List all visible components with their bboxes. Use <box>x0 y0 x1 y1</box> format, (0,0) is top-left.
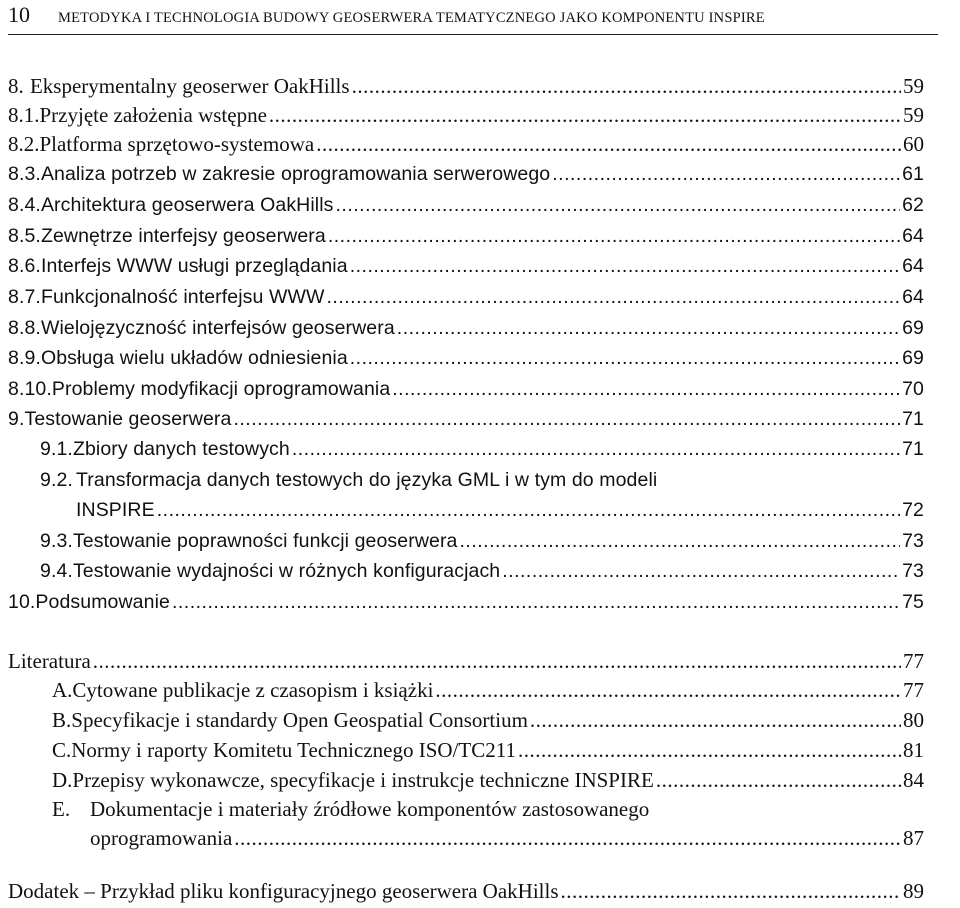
toc-title: Specyfikacje i standardy Open Geospatial Consortium <box>71 708 528 732</box>
toc-number: 8.7. <box>8 286 41 308</box>
toc-page: 73 <box>902 530 924 552</box>
toc-entry-line-2[interactable] <box>76 497 924 523</box>
toc-title: Analiza potrzeb w zakresie oprogramowania serwerowego <box>40 163 551 185</box>
toc-number: 9.2. <box>40 469 73 491</box>
toc-entry[interactable] <box>52 677 924 703</box>
toc-title: Przyjęte założenia wstępne <box>39 103 267 127</box>
dot-leader <box>292 436 900 462</box>
toc-number: C. <box>52 738 72 762</box>
toc-page: 59 <box>903 74 924 98</box>
toc-page: 80 <box>903 708 924 732</box>
toc-title: Platforma sprzętowo-systemowa <box>39 132 315 156</box>
toc-page: 77 <box>903 649 924 673</box>
toc-page: 72 <box>902 499 924 521</box>
dot-leader <box>327 284 901 310</box>
toc-entry[interactable] <box>8 376 924 402</box>
toc-page: 64 <box>902 225 924 247</box>
toc-number: 8.9. <box>8 347 41 369</box>
toc-number: B. <box>52 708 72 732</box>
toc-number: 8.6. <box>8 255 41 277</box>
dot-leader <box>530 707 901 733</box>
dot-leader <box>397 315 900 341</box>
dot-leader <box>172 589 900 615</box>
dot-leader <box>561 878 901 904</box>
toc-entry[interactable] <box>40 558 924 584</box>
toc-entry[interactable] <box>8 131 924 157</box>
toc-page: 69 <box>902 347 924 369</box>
toc-title: Wielojęzyczność interfejsów geoserwera <box>40 317 395 339</box>
toc-number: 8.10. <box>8 378 52 400</box>
dot-leader <box>233 406 900 432</box>
dot-leader <box>328 223 900 249</box>
toc-entry[interactable] <box>52 767 924 793</box>
toc-title: Podsumowanie <box>35 591 170 613</box>
dot-leader <box>656 767 901 793</box>
toc-title: Problemy modyfikacji oprogramowania <box>51 378 391 400</box>
toc-entry-line-1[interactable] <box>52 796 649 822</box>
toc-number: 8.3. <box>8 163 41 185</box>
toc-page: 89 <box>903 879 924 903</box>
toc-page: 81 <box>903 738 924 762</box>
dot-leader <box>352 73 901 99</box>
dot-leader <box>316 131 901 157</box>
toc-entry[interactable] <box>8 253 924 279</box>
toc-page: 59 <box>903 103 924 127</box>
toc-page: 77 <box>903 678 924 702</box>
toc-number: A. <box>52 678 73 702</box>
dot-leader <box>157 497 900 523</box>
toc-entry[interactable] <box>40 436 924 462</box>
dot-leader <box>502 558 900 584</box>
toc-entry[interactable] <box>52 707 924 733</box>
dot-leader <box>350 253 900 279</box>
toc-entry[interactable] <box>8 284 924 310</box>
toc-page: 62 <box>902 194 924 216</box>
dot-leader <box>392 376 900 402</box>
toc-title: Interfejs WWW usługi przeglądania <box>40 255 348 277</box>
toc-page: 61 <box>902 163 924 185</box>
toc-number: 9.3. <box>40 530 73 552</box>
toc-title: Testowanie wydajności w różnych konfiguracjach <box>72 560 501 582</box>
toc-title: Funkcjonalność interfejsu WWW <box>40 286 325 308</box>
toc-title: Literatura <box>8 649 91 673</box>
toc-entry[interactable] <box>8 102 924 128</box>
toc-page: 87 <box>903 826 924 850</box>
toc-title: Cytowane publikacje z czasopism i książki <box>72 678 434 702</box>
toc-title: Transformacja danych testowych do języka GML i w tym do modeli <box>76 469 658 491</box>
toc-page: 73 <box>902 560 924 582</box>
toc-page: 71 <box>902 438 924 460</box>
toc-number: 8. <box>8 74 24 98</box>
toc-number: 10. <box>8 591 36 613</box>
toc-number: 8.8. <box>8 317 41 339</box>
toc-number: 8.2. <box>8 132 40 156</box>
page-number: 10 <box>8 2 30 27</box>
toc-entry-literatura[interactable] <box>8 648 924 674</box>
toc-number: 9.4. <box>40 560 73 582</box>
toc-page: 69 <box>902 317 924 339</box>
toc-title: Normy i raporty Komitetu Technicznego ISO/TC211 <box>71 738 516 762</box>
toc-title: Testowanie poprawności funkcji geoserwera <box>72 530 458 552</box>
toc-title: Zewnętrze interfejsy geoserwera <box>40 225 326 247</box>
toc-number: 9.1. <box>40 438 73 460</box>
dot-leader <box>350 345 900 371</box>
dot-leader <box>93 648 901 674</box>
dot-leader <box>234 825 901 851</box>
toc-entry[interactable] <box>8 223 924 249</box>
toc-number: D. <box>52 768 73 792</box>
toc-page: 71 <box>902 408 924 430</box>
dot-leader <box>460 528 901 554</box>
toc-page: 84 <box>903 768 924 792</box>
toc-entry[interactable] <box>8 406 924 432</box>
running-title: METODYKA I TECHNOLOGIA BUDOWY GEOSERWERA TEMATYCZNEGO JAKO KOMPONENTU INSPIRE <box>58 10 765 26</box>
toc-title: Zbiory danych testowych <box>72 438 290 460</box>
toc-entry[interactable] <box>8 315 924 341</box>
toc-entry[interactable] <box>8 161 924 187</box>
dot-leader <box>518 737 901 763</box>
toc-entry[interactable] <box>40 528 924 554</box>
toc-title: Eksperymentalny geoserwer OakHills <box>29 74 350 98</box>
toc-entry[interactable] <box>8 192 924 218</box>
toc-entry[interactable] <box>8 589 924 615</box>
toc-title-continuation: INSPIRE <box>76 499 155 521</box>
toc-page: 64 <box>902 286 924 308</box>
toc-page: 70 <box>902 378 924 400</box>
running-header <box>8 2 938 35</box>
toc-entry[interactable] <box>8 345 924 371</box>
toc-number: 9. <box>8 408 25 430</box>
toc-title: Dodatek – Przykład pliku konfiguracyjnego geoserwera OakHills <box>8 879 559 903</box>
toc-entry-line-2[interactable] <box>90 825 924 851</box>
toc-page: 75 <box>902 591 924 613</box>
toc-entry-line-1[interactable] <box>40 467 657 493</box>
toc-number: E. <box>52 797 71 821</box>
dot-leader <box>435 677 901 703</box>
toc-title: Dokumentacje i materiały źródłowe komponentów zastosowanego <box>90 797 650 821</box>
toc-title: Architektura geoserwera OakHills <box>40 194 334 216</box>
dot-leader <box>552 161 900 187</box>
toc-page: 64 <box>902 255 924 277</box>
toc-title: Testowanie geoserwera <box>24 408 232 430</box>
toc-entry[interactable] <box>52 737 924 763</box>
dot-leader <box>269 102 901 128</box>
toc-number: 8.5. <box>8 225 41 247</box>
toc-entry-dodatek[interactable] <box>8 878 924 904</box>
toc-number: 8.1. <box>8 103 40 127</box>
toc-page: 60 <box>903 132 924 156</box>
toc-title: Przepisy wykonawcze, specyfikacje i instrukcje techniczne INSPIRE <box>72 768 654 792</box>
toc-number: 8.4. <box>8 194 41 216</box>
toc-entry[interactable] <box>8 73 924 99</box>
toc-title: Obsługa wielu układów odniesienia <box>40 347 348 369</box>
toc-title-continuation: oprogramowania <box>90 826 233 850</box>
dot-leader <box>336 192 901 218</box>
